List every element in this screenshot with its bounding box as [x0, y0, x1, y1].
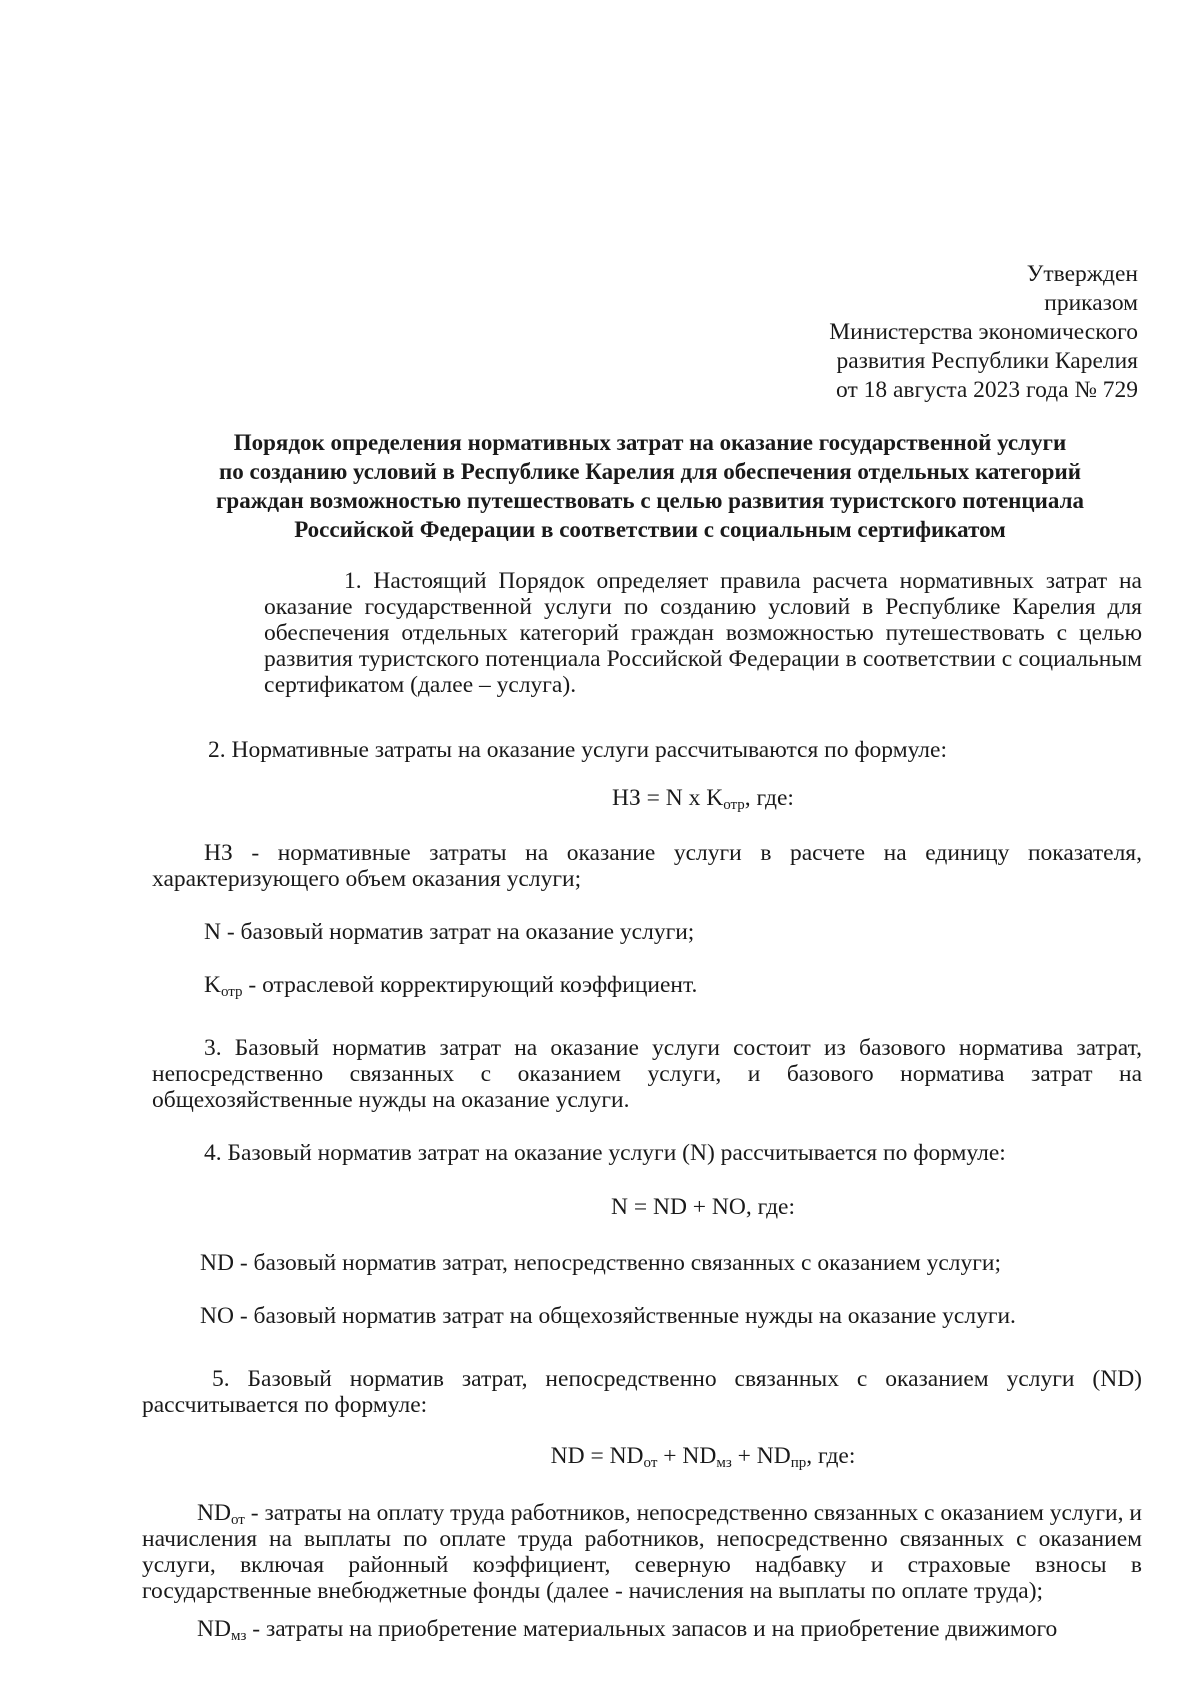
paragraph-3: 3. Базовый норматив затрат на оказание услуги состоит из базового норматива затрат, непосредственно связанных с оказанием услуги, и базового норматива затрат на общехозяйственные нужды на оказание услуги.: [152, 1035, 1142, 1113]
formula-part: НЗ = N x K: [612, 785, 724, 811]
title-line: Российской Федерации в соответствии с социальным сертификатом: [294, 517, 1006, 542]
title-line: граждан возможностью путешествовать с целью развития туристского потенциала: [215, 488, 1085, 513]
formula-subscript: отр: [723, 797, 745, 813]
title-line: Порядок определения нормативных затрат на оказание государственной услуги: [233, 430, 1067, 455]
document-title: [150, 428, 1150, 544]
definition-n: N - базовый норматив затрат на оказание услуги;: [204, 919, 695, 945]
definition-text: - затраты на оплату труда работников, непосредственно связанных с оказанием услуги, и начисления на выплаты по оплате труда работников, непосредственно связанных с оказанием услуги, включая районный коэффициент, северную надбавку и страховые взносы в государственные внебюджетные фонды (далее - начисления на выплаты по оплате труда);: [142, 1500, 1142, 1604]
symbol: K: [204, 972, 221, 998]
formula-subscript: от: [643, 1455, 658, 1471]
paragraph-2: 2. Нормативные затраты на оказание услуги рассчитываются по формуле:: [208, 737, 947, 763]
formula-part: + ND: [731, 1443, 791, 1469]
definition-text: - отраслевой корректирующий коэффициент.: [242, 972, 698, 998]
definition-nd: ND - базовый норматив затрат, непосредственно связанных с оказанием услуги;: [200, 1250, 1002, 1276]
symbol-subscript: от: [230, 1512, 245, 1528]
symbol: ND: [197, 1616, 231, 1642]
approval-line: Утвержден: [1026, 261, 1138, 287]
paragraph-5: 5. Базовый норматив затрат, непосредственно связанных с оказанием услуги (ND) рассчитывается по формуле:: [142, 1366, 1142, 1418]
approval-line: Министерства экономического: [829, 319, 1138, 345]
approval-line: развития Республики Карелия: [836, 348, 1138, 374]
definition-text: - затраты на приобретение материальных запасов и на приобретение движимого: [246, 1616, 1058, 1642]
formula-part: ND = ND: [550, 1443, 644, 1469]
symbol-subscript: мз: [230, 1628, 247, 1644]
approval-stamp: [829, 260, 1138, 405]
definition-k: [204, 972, 697, 998]
formula-part: , где:: [806, 1443, 856, 1469]
approval-line: от 18 августа 2023 года № 729: [836, 377, 1138, 403]
definition-nd-mz: [142, 1616, 1142, 1642]
formula-nz: [264, 785, 1142, 811]
symbol: ND: [197, 1500, 231, 1526]
definition-nd-ot: [142, 1500, 1142, 1604]
formula-subscript: мз: [716, 1455, 732, 1471]
formula-subscript: пр: [790, 1455, 807, 1471]
formula-n: N = ND + NO, где:: [611, 1194, 795, 1220]
formula-nd: [264, 1443, 1142, 1469]
formula-part: + ND: [657, 1443, 717, 1469]
paragraph-1: 1. Настоящий Порядок определяет правила расчета нормативных затрат на оказание государственной услуги по созданию условий в Республике Карелия для обеспечения отдельных категорий граждан возможностью путешествовать с целью развития туристского потенциала Российской Федерации в соответствии с социальным сертификатом (далее – услуга).: [264, 568, 1142, 698]
title-line: по созданию условий в Республике Карелия для обеспечения отдельных категорий: [219, 459, 1081, 484]
symbol-subscript: отр: [220, 984, 243, 1000]
formula-part: , где:: [744, 785, 794, 811]
definition-no: NO - базовый норматив затрат на общехозяйственные нужды на оказание услуги.: [200, 1303, 1016, 1329]
paragraph-4: 4. Базовый норматив затрат на оказание услуги (N) рассчитывается по формуле:: [204, 1140, 1006, 1166]
definition-nz: НЗ - нормативные затраты на оказание услуги в расчете на единицу показателя, характеризующего объем оказания услуги;: [152, 840, 1142, 892]
approval-line: приказом: [1044, 290, 1138, 316]
